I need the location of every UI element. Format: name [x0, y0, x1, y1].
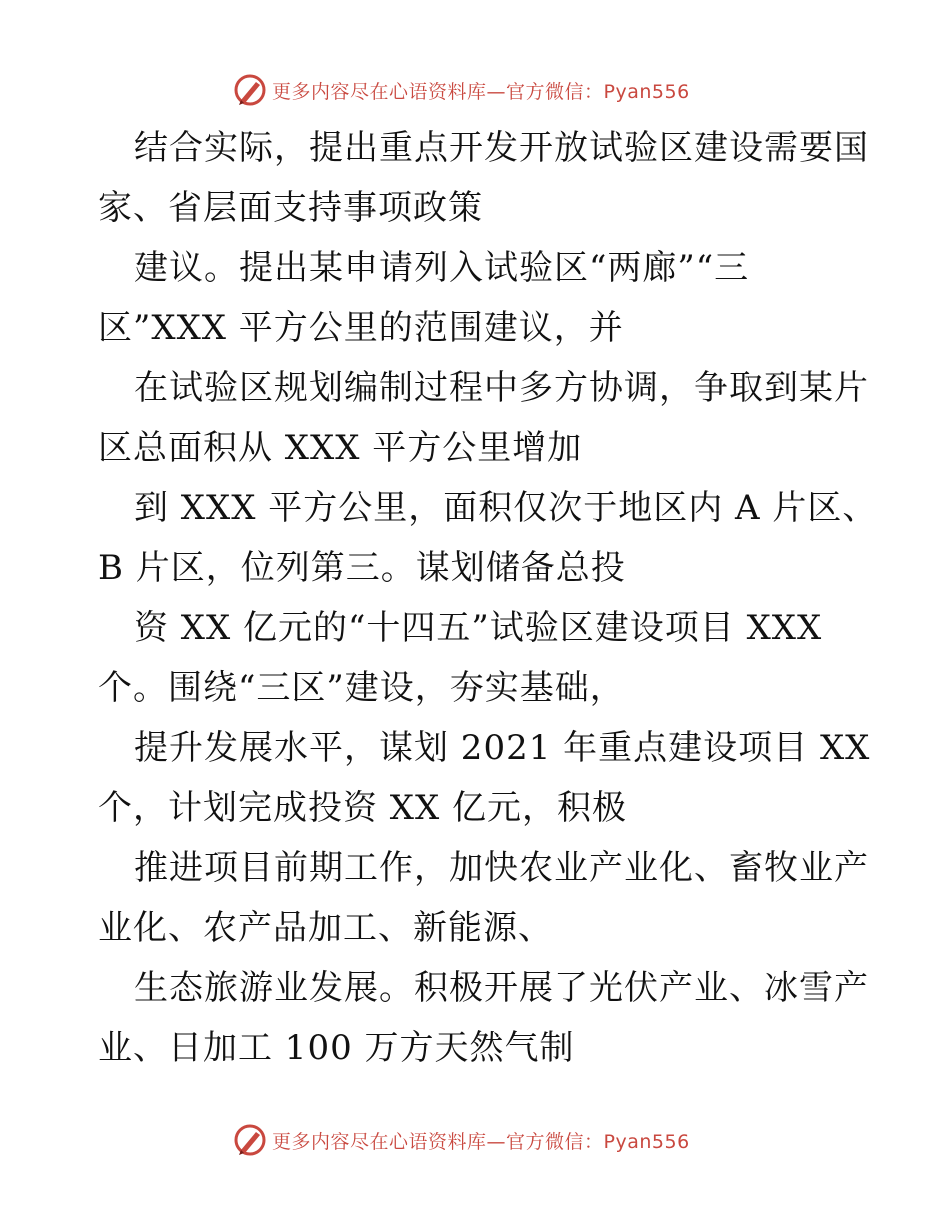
- body-line: 业化、农产品加工、新能源、: [98, 908, 553, 948]
- header-watermark: [232, 70, 690, 110]
- body-line: 推进项目前期工作，加快农业产业化、畜牧业产: [134, 848, 869, 888]
- body-line: 提升发展水平，谋划 2021 年重点建设项目 XX: [134, 728, 871, 768]
- body-line: 到 XXX 平方公里，面积仅次于地区内 A 片区、: [134, 488, 878, 528]
- body-line: 资 XX 亿元的“十四五”试验区建设项目 XXX: [134, 608, 823, 648]
- body-line: 生态旅游业发展。积极开展了光伏产业、冰雪产: [134, 968, 869, 1008]
- pen-in-circle-icon: [232, 72, 268, 108]
- body-line: 区总面积从 XXX 平方公里增加: [98, 428, 583, 468]
- body-line: B 片区，位列第三。谋划储备总投: [98, 548, 626, 588]
- footer-watermark: [232, 1120, 690, 1160]
- body-line: 家、省层面支持事项政策: [98, 188, 483, 228]
- watermark-text: 更多内容尽在心语资料库—官方微信：Pyan556: [272, 1130, 690, 1153]
- body-line: 个。围绕“三区”建设，夯实基础，: [98, 668, 625, 708]
- body-line: 个，计划完成投资 XX 亿元，积极: [98, 788, 628, 828]
- body-line: 在试验区规划编制过程中多方协调，争取到某片: [134, 368, 869, 408]
- pen-in-circle-icon: [232, 1122, 268, 1158]
- body-line: 业、日加工 100 万方天然气制: [98, 1028, 575, 1068]
- body-line: 建议。提出某申请列入试验区“两廊”“三: [134, 248, 750, 288]
- body-line: 区”XXX 平方公里的范围建议，并: [98, 308, 624, 348]
- body-line: 结合实际，提出重点开发开放试验区建设需要国: [134, 128, 869, 168]
- watermark-text: 更多内容尽在心语资料库—官方微信：Pyan556: [272, 80, 690, 103]
